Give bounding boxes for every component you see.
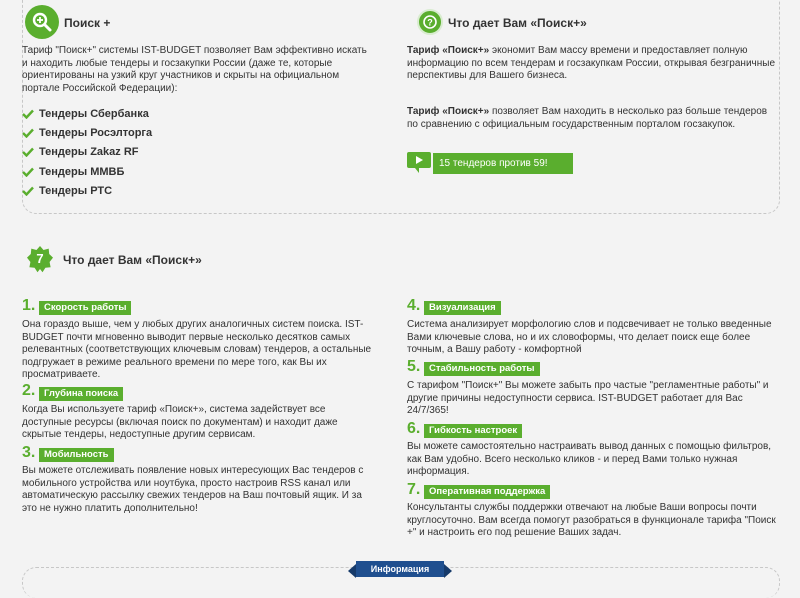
- check-icon: [22, 186, 34, 196]
- search-plus-intro: Тариф "Поиск+" системы IST-BUDGET позволяет Вам эффективно искать и находить любые тендеры и госзакупки России (даже те, которые ориентированы на узкий круг участников и скрыты на официальном портале Российской Федерации):: [22, 45, 367, 94]
- features-title: Что дает Вам «Поиск+»: [63, 253, 202, 267]
- feature-number: 5.: [407, 358, 421, 375]
- benefit-paragraph-1-text: экономит Вам массу времени и предоставляет полную информацию по всем тендерам и госзакупкам России, открывая безграничные перспективы для Вашего бизнеса.: [407, 45, 776, 82]
- check-icon: [22, 128, 34, 138]
- list-item: [22, 123, 152, 142]
- list-item: [22, 182, 152, 201]
- feature-number: 7.: [407, 481, 421, 498]
- feature-number: 3.: [22, 444, 36, 461]
- benefits-title: Что дает Вам «Поиск+»: [448, 16, 587, 30]
- feature-tag: Гибкость настроек: [424, 424, 522, 438]
- feature-tag: Оперативная поддержка: [424, 485, 550, 499]
- feature-number: 1.: [22, 297, 36, 314]
- benefit-paragraph-2-bold: Тариф «Поиск+»: [407, 106, 490, 117]
- benefit-paragraph-1-bold: Тариф «Поиск+»: [407, 45, 490, 56]
- svg-text:?: ?: [427, 17, 433, 28]
- feature-text: Вы можете отслеживать появление новых интересующих Вас тендеров с мобильного устройства или ноутбука, просто настроив RSS канал или автоматическую рассылку свежих тендеров на Ваш почтовый ящик. И за это не нужно платить дополнительно!: [22, 465, 364, 514]
- feature-number: 4.: [407, 297, 421, 314]
- feature-tag: Визуализация: [424, 301, 501, 315]
- list-item-label: Тендеры Сбербанка: [39, 107, 149, 120]
- info-ribbon: Информация: [356, 561, 444, 577]
- check-icon: [22, 109, 34, 119]
- check-icon: [22, 147, 34, 157]
- list-item: [22, 143, 152, 162]
- search-plus-title: Поиск +: [64, 16, 111, 30]
- list-item-label: Тендеры РТС: [39, 185, 113, 198]
- list-item: [22, 162, 152, 181]
- list-item-label: Тендеры ММВБ: [39, 165, 125, 178]
- list-item-label: Тендеры Zakaz RF: [39, 146, 139, 159]
- feature-tag: Скорость работы: [39, 301, 131, 315]
- check-icon: [22, 167, 34, 177]
- feature-text: Когда Вы используете тариф «Поиск+», система задействует все доступные ресурсы (включая поиск по документам) и находит даже скрытые тендеры, недоступные другим сервисам.: [22, 404, 338, 441]
- feature-number: 6.: [407, 420, 421, 437]
- list-item-label: Тендеры Росэлторга: [39, 127, 153, 140]
- feature-text: С тарифом "Поиск+" Вы можете забыть про частые "регламентные работы" и другие причины недоступности сервиса. IST-BUDGET работает для Вас 24/7/365!: [407, 380, 769, 417]
- video-link-button[interactable]: 15 тендеров против 59!: [433, 153, 573, 174]
- tender-source-list: [22, 104, 152, 201]
- seven-badge-number: 7: [36, 251, 44, 266]
- feature-tag: Мобильность: [39, 448, 114, 462]
- feature-number: 2.: [22, 382, 36, 399]
- search-plus-icon: [25, 5, 59, 39]
- feature-tag: Глубина поиска: [39, 387, 123, 401]
- seven-badge-icon: [26, 245, 54, 273]
- feature-text: Она гораздо выше, чем у любых других аналогичных систем поиска. IST-BUDGET почти мгновенно выводит первые несколько десятков самых релевантных (соответствующих ключевым словам) тендеров, а остальные подгружает в режиме реального времени по мере того, как Вы их просматриваете.: [22, 319, 372, 381]
- feature-tag: Стабильность работы: [424, 362, 540, 376]
- list-item: [22, 104, 152, 123]
- feature-text: Система анализирует морфологию слов и подсвечивает не только введенные Вами ключевые слова, но и их словоформы, что делает поиск еще более точным, а Вашу работу - комфортной: [407, 319, 772, 356]
- question-icon: [417, 9, 443, 35]
- benefit-paragraph-2: [407, 106, 779, 131]
- feature-text: Вы можете самостоятельно настраивать вывод данных с помощью фильтров, как Вам удобно. Всего несколько кликов - и перед Вами только нужная информация.: [407, 441, 772, 478]
- feature-text: Консультанты службы поддержки отвечают на любые Ваши вопросы почти круглосуточно. Вам всегда помогут разобраться в функционале тарифа "Поиск +" и настроить его под решение Ваших задач.: [407, 502, 776, 539]
- benefit-paragraph-2-text: позволяет Вам находить в несколько раз больше тендеров по сравнению с официальным государственным порталом госзакупок.: [407, 106, 768, 130]
- video-play-icon[interactable]: [407, 152, 431, 174]
- benefit-paragraph-1: [407, 45, 779, 83]
